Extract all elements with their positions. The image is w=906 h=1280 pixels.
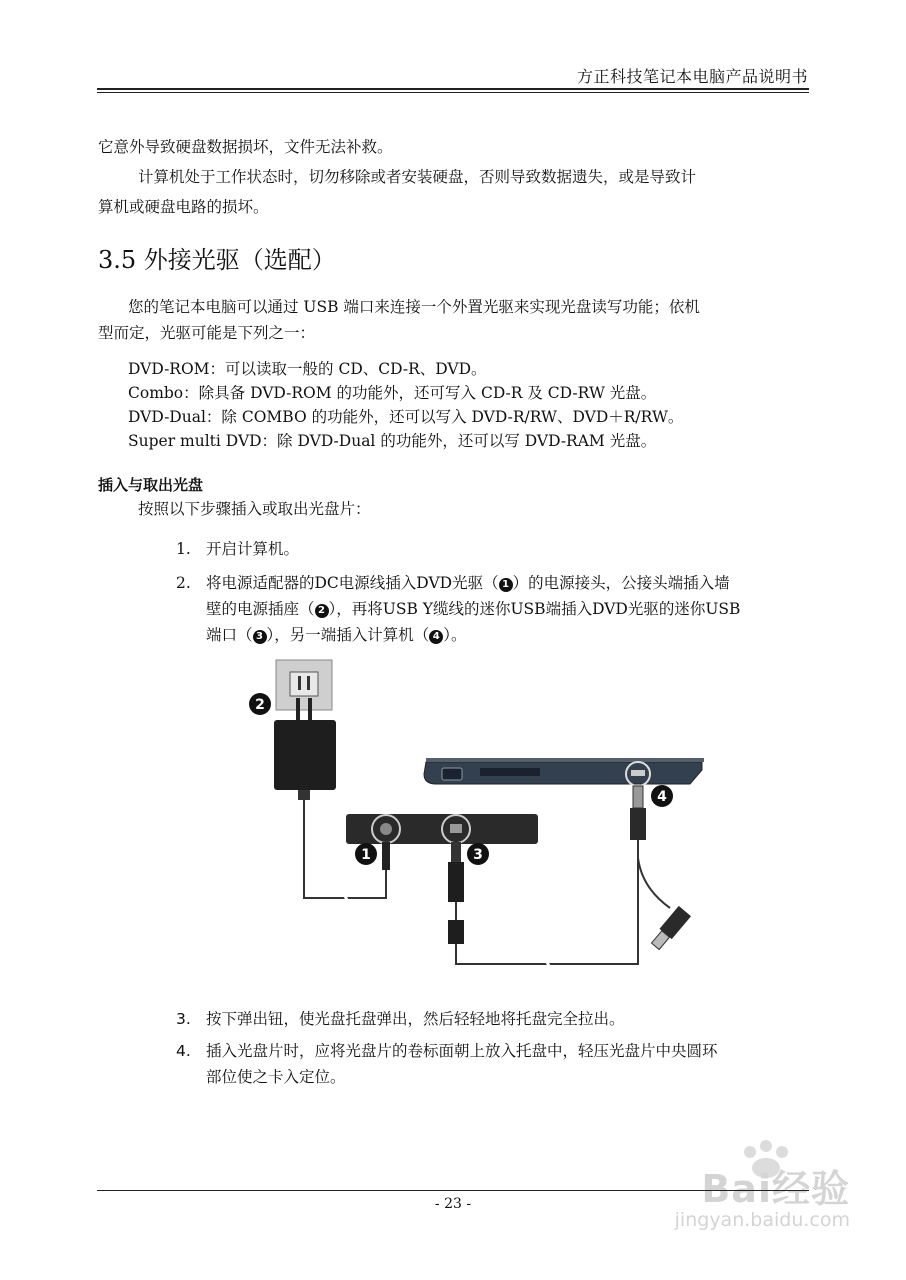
step-1 [176,536,299,562]
step-2 [176,570,730,596]
section-para-line-1: 您的笔记本电脑可以通过 USB 端口来连接一个外置光驱来实现光盘读写功能；依机 [128,298,700,316]
step-4-line-2: 部位使之卡入定位。 [206,1068,346,1086]
laptop [424,762,702,784]
step-text: ），另一端插入计算机（ [266,626,430,644]
step-number: 4. [176,1042,191,1060]
callout-1 [355,843,377,865]
power-adapter [274,720,336,790]
callout-4-badge: 4 [429,630,443,644]
connection-diagram [240,658,720,978]
intro-line-1: 它意外导致硬盘数据损坏，文件无法补救。 [98,138,393,156]
drive-item: DVD-Dual：除 COMBO 的功能外，还可以写入 DVD-R/RW、DVD＋R/RW。 [128,408,684,426]
step-text: ），再将USB Y缆线的迷你USB端插入DVD光驱的迷你USB [328,600,741,618]
step-4 [176,1038,718,1064]
step-text: 端口（ [206,626,253,644]
callout-2-badge: 2 [315,604,329,618]
callout-4-label: 4 [657,789,667,805]
step-text: 开启计算机。 [206,540,300,558]
drive-item: DVD-ROM：可以读取一般的 CD、CD-R、DVD。 [128,360,487,378]
subsection-intro: 按照以下步骤插入或取出光盘片： [138,500,371,518]
step-number: 2. [176,574,191,592]
callout-4 [651,785,673,807]
watermark-url: jingyan.baidu.com [674,1209,850,1231]
section-para-line-2: 型而定，光驱可能是下列之一： [98,324,316,342]
page-number: - 23 - [434,1196,472,1212]
callout-3-badge: 3 [253,630,267,644]
step-3 [176,1006,625,1032]
watermark-brand: Bai [701,1167,772,1211]
callout-3-label: 3 [473,847,483,863]
intro-line-2: 计算机处于工作状态时，切勿移除或者安装硬盘，否则导致数据遗失，或是导致计 [138,168,697,186]
intro-line-3: 算机或硬盘电路的损坏。 [98,198,269,216]
step-number: 3. [176,1010,191,1028]
step-2-line-2 [206,596,740,622]
step-number: 1. [176,540,191,558]
step-text: 插入光盘片时，应将光盘片的卷标面朝上放入托盘中，轻压光盘片中央圆环 [206,1042,718,1060]
header-rule-thin [97,92,809,93]
section-title: 3.5 外接光驱（选配） [98,246,336,274]
callout-3 [467,843,489,865]
footer-rule [97,1190,809,1191]
step-2-line-3 [206,622,467,648]
callout-1-label: 1 [361,847,371,863]
watermark [675,1158,850,1231]
callout-2-label: 2 [255,697,265,713]
step-text: ）。 [443,626,467,644]
callout-2 [249,693,271,715]
subsection-title: 插入与取出光盘 [98,476,204,494]
step-text: 壁的电源插座（ [206,600,315,618]
drive-item: Super multi DVD：除 DVD-Dual 的功能外，还可以写 DVD-RAM 光盘。 [128,432,657,450]
callout-1-badge: 1 [499,578,513,592]
step-text: 按下弹出钮，使光盘托盘弹出，然后轻轻地将托盘完全拉出。 [206,1010,625,1028]
header-title: 方正科技笔记本电脑产品说明书 [576,67,808,86]
drive-item: Combo：除具备 DVD-ROM 的功能外，还可写入 CD-R 及 CD-RW 光盘。 [128,384,657,402]
step-text: ）的电源接头，公接头端插入墙 [512,574,730,592]
header-rule [97,88,809,90]
watermark-brand-2: 经验 [771,1167,850,1211]
step-text: 将电源适配器的DC电源线插入DVD光驱（ [206,574,499,592]
